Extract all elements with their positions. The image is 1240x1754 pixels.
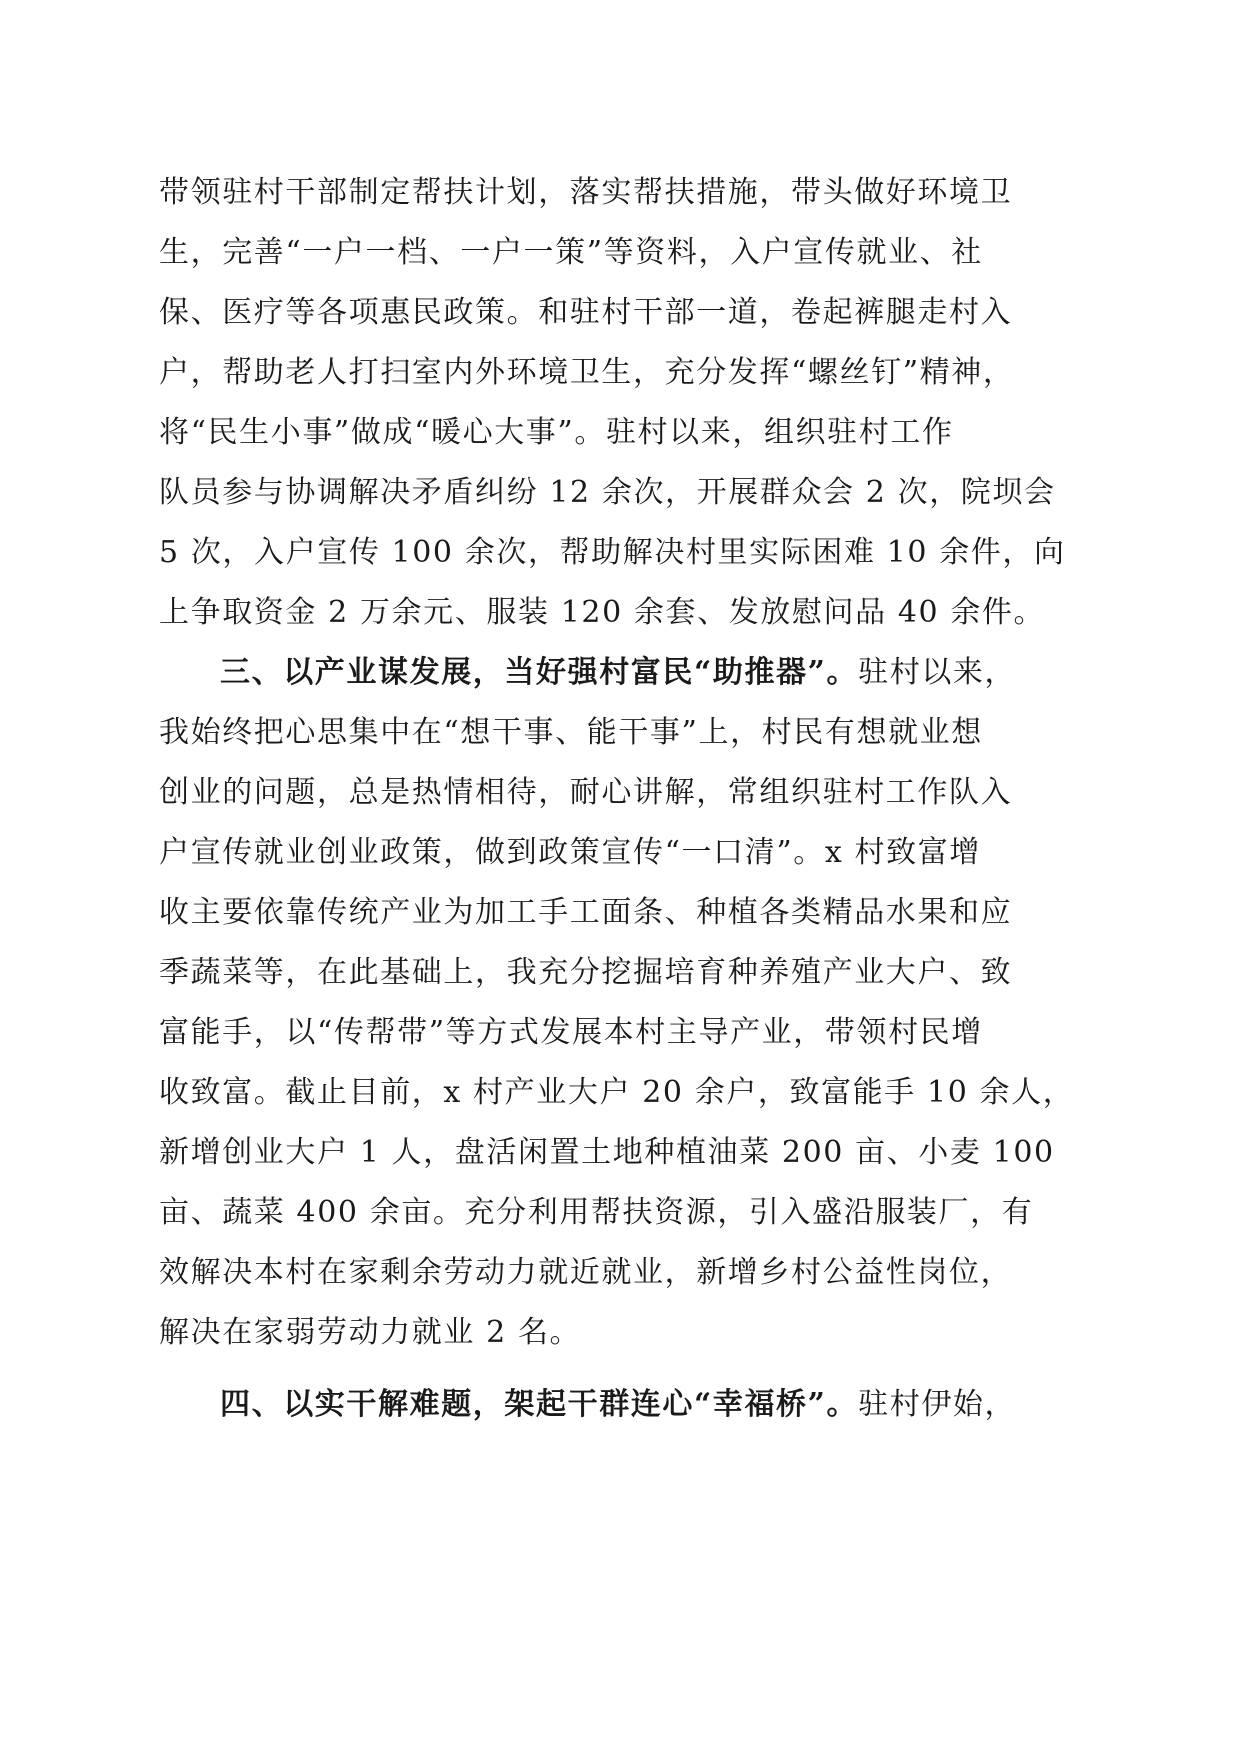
body-text-line: 效解决本村在家剩余劳动力就近就业，新增乡村公益性岗位， <box>159 1255 1013 1290</box>
section-3-paragraph-first-line <box>220 643 1140 703</box>
body-text-line: 5 次，入户宣传 100 余次，帮助解决村里实际困难 10 余件，向 <box>159 535 1066 570</box>
section-4-lead-text: 驻村伊始， <box>858 1387 1017 1422</box>
body-text-line: 生，完善“一户一档、一户一策”等资料，入户宣传就业、社 <box>159 235 983 270</box>
body-text-line: 亩、蔬菜 400 余亩。充分利用帮扶资源，引入盛沿服装厂，有 <box>159 1195 1034 1230</box>
body-text-line: 季蔬菜等，在此基础上，我充分挖掘培育种养殖产业大户、致 <box>159 955 1013 990</box>
body-text-line: 解决在家弱劳动力就业 2 名。 <box>159 1315 582 1350</box>
body-text-line: 队员参与协调解决矛盾纠纷 12 余次，开展群众会 2 次，院坝会 <box>159 475 1056 510</box>
section-4-heading: 四、以实干解难题，架起干群连心“幸福桥”。 <box>220 1387 859 1422</box>
body-text-line: 我始终把心思集中在“想干事、能干事”上，村民有想就业想 <box>159 715 983 750</box>
section-3-lead-text: 驻村以来， <box>858 655 1017 690</box>
body-text-line: 收致富。截止目前，x 村产业大户 20 余户，致富能手 10 余人， <box>159 1075 1075 1110</box>
body-text-line: 将“民生小事”做成“暖心大事”。驻村以来，组织驻村工作 <box>159 415 954 450</box>
body-text-line: 富能手，以“传帮带”等方式发展本村主导产业，带领村民增 <box>159 1015 983 1050</box>
body-text-line: 新增创业大户 1 人，盘活闲置土地种植油菜 200 亩、小麦 100 <box>159 1135 1055 1170</box>
body-text-line: 户，帮助老人打扫室内外环境卫生，充分发挥“螺丝钉”精神， <box>159 355 1015 390</box>
section-3-heading: 三、以产业谋发展，当好强村富民“助推器”。 <box>220 655 859 690</box>
body-text-line: 收主要依靠传统产业为加工手工面条、种植各类精品水果和应 <box>159 895 1013 930</box>
body-text-line: 保、医疗等各项惠民政策。和驻村干部一道，卷起裤腿走村入 <box>159 295 1013 330</box>
body-text-line: 创业的问题，总是热情相待，耐心讲解，常组织驻村工作队入 <box>159 775 1013 810</box>
body-text-line: 带领驻村干部制定帮扶计划，落实帮扶措施，带头做好环境卫 <box>159 175 1013 210</box>
section-4-paragraph-first-line <box>220 1375 1140 1435</box>
body-text-line: 户宣传就业创业政策，做到政策宣传“一口清”。x 村致富增 <box>159 835 981 870</box>
body-text-line: 上争取资金 2 万余元、服装 120 余套、发放慰问品 40 余件。 <box>159 595 1046 630</box>
